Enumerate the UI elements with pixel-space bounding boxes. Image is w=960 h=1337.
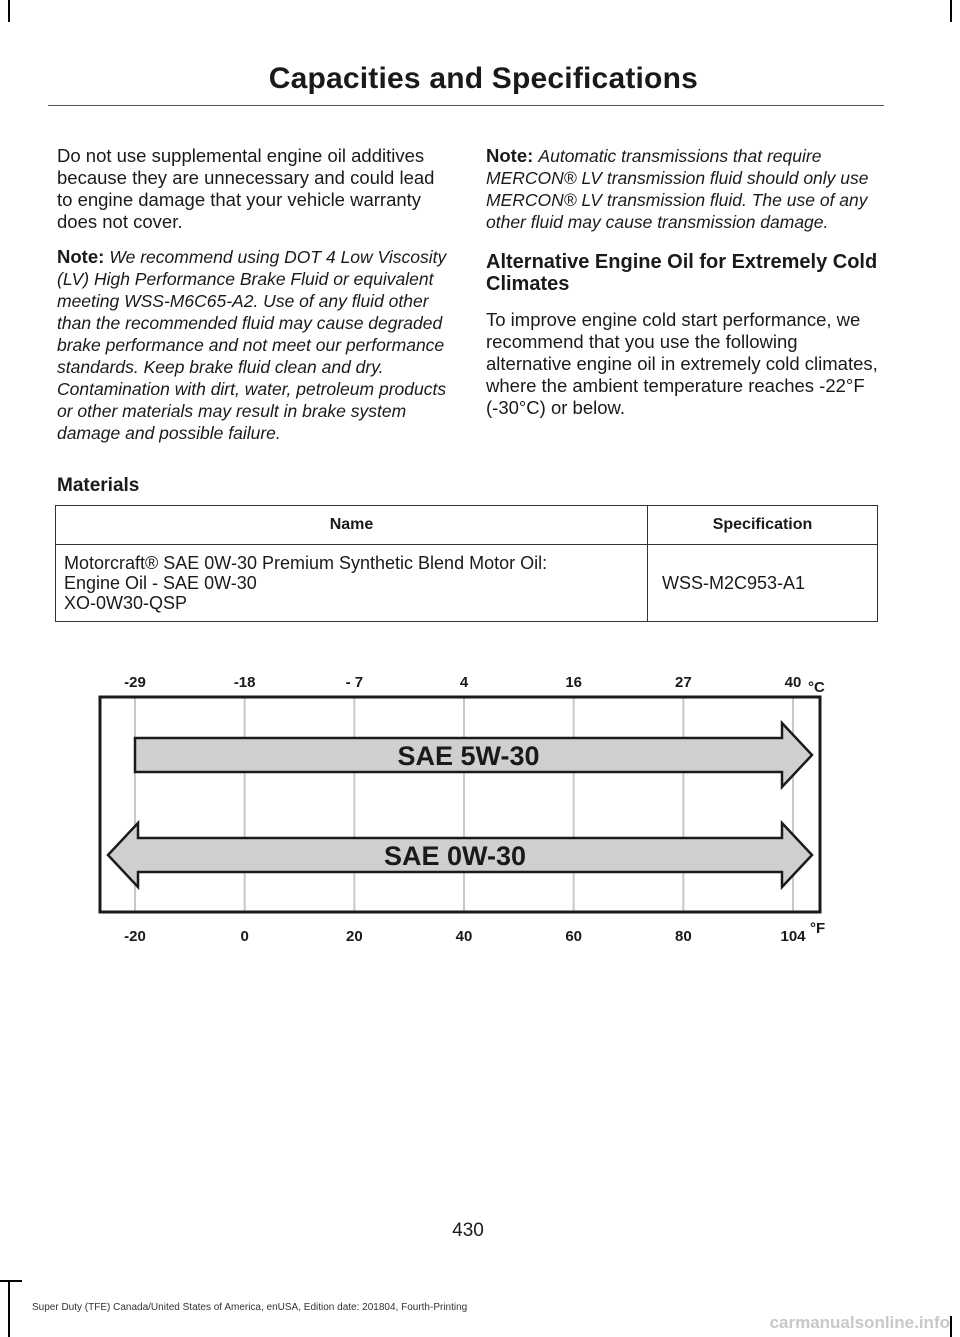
left-column	[57, 145, 451, 457]
table-row	[56, 545, 878, 622]
fahrenheit-unit-label: °F	[810, 920, 826, 937]
table-header-row	[56, 506, 878, 545]
celsius-unit-label: °C	[808, 679, 825, 696]
oil-temperature-chart	[95, 665, 840, 955]
crop-mark-bottom-right	[950, 1316, 952, 1337]
title-divider	[48, 105, 884, 106]
fahrenheit-tick-label: 0	[240, 928, 249, 945]
celsius-tick-label: -18	[233, 674, 256, 691]
page-title: Capacities and Specifications	[268, 62, 698, 95]
fahrenheit-tick-label: -20	[124, 928, 146, 945]
material-name-cell	[56, 545, 648, 622]
column-header-specification: Specification	[648, 506, 878, 545]
crop-mark-top-left	[8, 0, 10, 22]
cold-climate-paragraph: To improve engine cold start performance, we recommend that you use the following alternative engine oil in extremely cold climates, where the ambient temperature reaches -22°F (-30°C) or below.	[486, 309, 878, 418]
chart-labels	[124, 674, 825, 945]
brake-fluid-note	[57, 246, 451, 444]
material-name-line: Motorcraft® SAE 0W-30 Premium Synthetic Blend Motor Oil:	[64, 553, 548, 573]
note-label: Note:	[57, 246, 105, 267]
series-label: SAE 0W-30	[383, 841, 527, 871]
celsius-tick-label: 16	[565, 674, 583, 691]
material-name-line: XO-0W30-QSP	[64, 593, 188, 613]
crop-mark-bottom-left	[8, 1280, 10, 1337]
crop-mark-bottom-left-h	[0, 1280, 22, 1282]
celsius-tick-label: 4	[459, 674, 469, 691]
oil-additive-paragraph: Do not use supplemental engine oil additives because they are unnecessary and could lead to engine damage that your vehicle warranty does not cover.	[57, 145, 435, 232]
materials-title: Materials	[57, 475, 140, 496]
celsius-tick-label: -29	[124, 674, 146, 691]
fahrenheit-tick-label: 60	[565, 928, 583, 945]
chart-frame	[100, 697, 820, 912]
edition-text: Super Duty (TFE) Canada/United States of America, enUSA, Edition date: 201804, Fourth-Printing	[32, 1302, 468, 1313]
right-column	[486, 145, 881, 432]
fahrenheit-tick-label: 80	[674, 928, 692, 945]
note-label: Note:	[486, 145, 534, 166]
material-spec-cell: WSS-M2C953-A1	[648, 545, 878, 622]
celsius-tick-label: 27	[674, 674, 692, 691]
chart-grid	[135, 697, 793, 912]
section-heading: Alternative Engine Oil for Extremely Cold Climates	[486, 251, 878, 295]
transmission-note	[486, 145, 881, 233]
fahrenheit-tick-label: 20	[345, 928, 363, 945]
celsius-tick-label: 40	[784, 674, 802, 691]
celsius-tick-label: - 7	[345, 674, 364, 691]
brake-fluid-note-text: We recommend using DOT 4 Low Viscosity (LV) High Performance Brake Fluid or equivalent meeting WSS-M6C65-A2. Use of any fluid other than the recommended fluid may cause degraded brake performance and not meet our performance standards. Keep brake fluid clean and dry. Contamination with dirt, water, petroleum products or other materials may result in brake system damage and possible failure.	[57, 247, 447, 443]
materials-table	[55, 505, 878, 622]
series-label: SAE 5W-30	[397, 741, 540, 771]
material-name-line: Engine Oil - SAE 0W-30	[64, 573, 257, 593]
crop-mark-top-right	[950, 0, 952, 22]
page-number: 430	[452, 1220, 484, 1241]
watermark: carmanualsonline.info	[769, 1313, 950, 1332]
fahrenheit-tick-label: 104	[780, 928, 806, 945]
fahrenheit-tick-label: 40	[455, 928, 473, 945]
transmission-note-text: Automatic transmissions that require MERCON® LV transmission fluid should only use MERCON® LV transmission fluid. The use of any other fluid may cause transmission damage.	[486, 146, 869, 232]
column-header-name: Name	[56, 506, 648, 545]
